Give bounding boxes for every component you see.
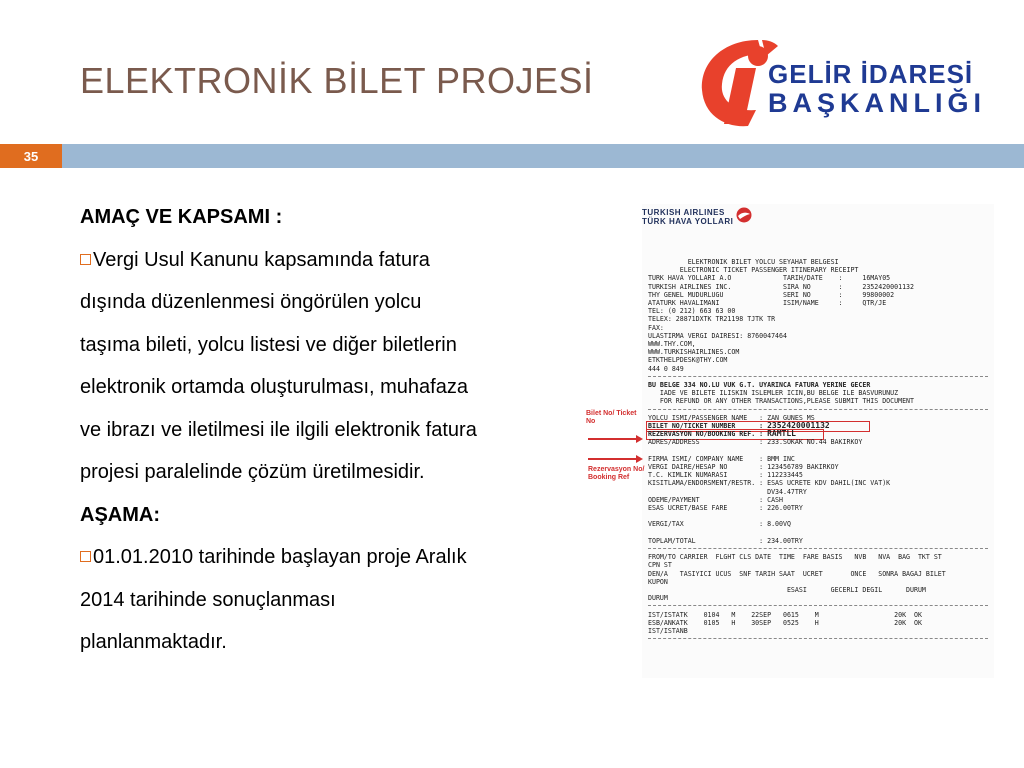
arrow-booking-head <box>636 455 643 463</box>
ticket-line: DURUM <box>648 594 668 603</box>
airline-name-tr: TÜRK HAVA YOLLARI <box>642 217 734 226</box>
arrow-ticket-head <box>636 435 643 443</box>
header-band <box>62 144 1024 168</box>
ticket-line: 444 0 849 <box>648 364 684 373</box>
para1-line: dışında düzenlenmesi öngörülen yolcu <box>80 291 422 313</box>
callout-booking-ref: Rezervasyon No/ Booking Ref <box>588 466 645 481</box>
ticket-line: KISITLAMA/ENDORSMENT/RESTR. : ESAS UCRETE KDV DAHIL(INC VAT)K <box>648 479 891 488</box>
arrow-ticket <box>588 438 638 440</box>
ticket-line: IST/ISTANB <box>648 627 688 635</box>
arrow-booking <box>588 458 638 460</box>
para1-line: elektronik ortamda oluşturulması, muhafaza <box>80 376 468 398</box>
booking-ref-row: REZERVASYON NO/BOOKING REF. : RAMTLL <box>648 429 796 439</box>
ticket-line: ULASTIRMA VERGI DAIRESI: 8760047464 <box>648 331 787 340</box>
para1-line: taşıma bileti, yolcu listesi ve diğer biletlerin <box>80 333 457 356</box>
ticket-line: TURK HAVA YOLLARI A.O TARIH/DATE : 16MAY05 <box>648 274 891 283</box>
ticket-line: FROM/TO CARRIER FLGHT CLS DATE TIME FARE BASIS NVB NVA BAG TKT ST <box>648 553 942 562</box>
logo-line1: GELİR İDARESİ <box>768 59 974 89</box>
ticket-line: ELEKTRONIK BILET YOLCU SEYAHAT BELGESI <box>648 258 839 266</box>
ticket-fatura-note: BU BELGE 334 NO.LU VUK G.T. UYARINCA FATURA YERINE GECER <box>648 381 871 389</box>
ticket-line: ESAS UCRET/BASE FARE : 226.00TRY <box>648 504 803 512</box>
ticket-line: ADRES/ADDRESS : 233.SOKAK NO.44 BAKIRKOY <box>648 438 863 447</box>
ticket-line: VERGI/TAX : 8.00VQ <box>648 520 791 529</box>
ticket-line: IADE VE BILETE ILISKIN ISLEMLER ICIN,BU BELGE ILE BASVURUNUZ <box>648 389 899 398</box>
heading-asama: AŞAMA: <box>80 503 160 526</box>
bullet-square-icon <box>80 254 91 265</box>
ticket-separator <box>648 376 988 377</box>
bullet-square-icon <box>80 551 91 562</box>
ticket-line: YOLCU ISMI/PASSENGER NAME : ZAN GUNES MS <box>648 413 815 422</box>
slide-body <box>80 196 600 664</box>
ticket-line: WWW.THY.COM, <box>648 340 696 348</box>
ticket-line: IST/ISTATK 0104 M 22SEP 0615 M 20K OK <box>648 610 922 619</box>
ticket-line: DV34.47TRY <box>648 487 807 496</box>
ticket-separator <box>648 409 988 410</box>
heading-amac: AMAÇ VE KAPSAMI : <box>80 206 283 228</box>
ticket-line: ELECTRONIC TICKET PASSENGER ITINERARY RECEIPT <box>648 266 859 275</box>
turkish-airlines-bird-icon <box>734 207 754 223</box>
para1-line: Vergi Usul Kanunu kapsamında fatura <box>80 239 600 282</box>
ticket-separator <box>648 548 988 549</box>
ticket-line: TOPLAM/TOTAL : 234.00TRY <box>648 536 803 545</box>
ticket-line: DEN/A TASIYICI UCUS SNF TARIH SAAT UCRET ONCE SONRA BAGAJ BILET <box>648 569 946 578</box>
gib-logo-text <box>768 60 986 118</box>
slide-number: 35 <box>0 144 62 168</box>
turkish-airlines-logo <box>642 208 733 226</box>
ticket-line: T.C. KIMLIK NUMARASI : 112233445 <box>648 471 803 480</box>
ticket-line: VERGI DAIRE/HESAP NO : 123456789 BAKIRKOY <box>648 463 839 471</box>
ticket-line: TURKISH AIRLINES INC. SIRA NO : 2352420001132 <box>648 282 914 291</box>
airline-name-en: TURKISH AIRLINES <box>642 208 725 217</box>
ticket-separator <box>648 605 988 606</box>
ticket-line: FOR REFUND OR ANY OTHER TRANSACTIONS,PLEASE SUBMIT THIS DOCUMENT <box>648 397 914 406</box>
ticket-line: CPN ST <box>648 561 672 570</box>
ticket-line: FIRMA ISMI/ COMPANY NAME : BMM INC <box>648 454 795 463</box>
ticket-number-value: 2352420001132 <box>767 421 830 430</box>
callout-ticket-no: Bilet No/ Ticket No <box>586 410 637 425</box>
para1-line: projesi paralelinde çözüm üretilmesidir. <box>80 461 425 483</box>
ticket-line: FAX: <box>648 323 664 332</box>
ticket-line: ODEME/PAYMENT : CASH <box>648 495 783 504</box>
ticket-line: ETKTHELPDESK@THY.COM <box>648 356 728 365</box>
ticket-line: WWW.TURKISHAIRLINES.COM <box>648 348 740 357</box>
ticket-line: ATATURK HAVALIMANI ISIM/NAME : QTR/JE <box>648 299 887 307</box>
booking-ref-value: RAMTLL <box>767 429 796 439</box>
ticket-separator <box>648 638 988 639</box>
ticket-number-row: BILET NO/TICKET NUMBER : 2352420001132 <box>648 421 830 430</box>
ticket-line: ESASI GECERLI DEGIL DURUM <box>648 586 926 594</box>
para2-line: 01.01.2010 tarihinde başlayan proje Aralık <box>80 536 600 579</box>
para1-line: ve ibrazı ve iletilmesi ile ilgili elektronik fatura <box>80 418 477 441</box>
paragraph-amac <box>80 239 600 494</box>
ticket-line: TEL: (0 212) 663 63 00 <box>648 307 736 316</box>
ticket-line: THY GENEL MUDURLUGU SERI NO : 99800002 <box>648 290 895 299</box>
para2-line: planlanmaktadır. <box>80 631 227 653</box>
logo-line2: BAŞKANLIĞI <box>768 88 986 118</box>
ticket-line: KUPON <box>648 577 668 586</box>
para2-line: 2014 tarihinde sonuçlanması <box>80 588 336 611</box>
ticket-line: TELEX: 28871DXTK TR21198 TJTK TR <box>648 315 776 324</box>
slide-title: ELEKTRONİK BİLET PROJESİ <box>80 60 594 101</box>
e-ticket-image <box>642 204 994 678</box>
ticket-line: ESB/ANKATK 0105 H 30SEP 0525 H 20K OK <box>648 618 922 627</box>
paragraph-asama <box>80 536 600 664</box>
